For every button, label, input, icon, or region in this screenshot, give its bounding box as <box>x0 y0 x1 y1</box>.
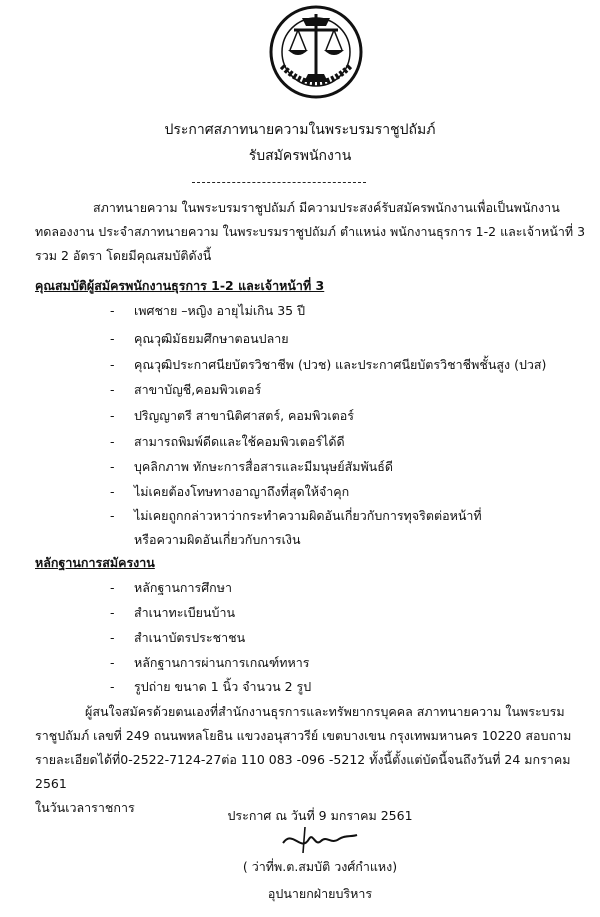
title-divider <box>192 182 366 183</box>
list-item-text: ไม่เคยถูกกล่าวหาว่ากระทำความผิดอันเกี่ยวกับการทุจริตต่อหน้าที่ <box>134 508 482 523</box>
list-item-text: เพศชาย –หญิง อายุไม่เกิน 35 ปี <box>134 303 306 318</box>
list-item-text: รูปถ่าย ขนาด 1 นิ้ว จำนวน 2 รูป <box>134 679 312 694</box>
application-line: ในวันเวลาราชการ <box>35 800 135 815</box>
list-item-text: ปริญญาตรี สาขานิติศาสตร์, คอมพิวเตอร์ <box>134 408 354 423</box>
list-bullet: - <box>110 484 115 499</box>
list-item-text: สาขาบัญชี,คอมพิวเตอร์ <box>134 382 262 397</box>
list-item-text: คุณวุฒิประกาศนียบัตรวิชาชีพ (ปวช) และประกาศนียบัตรวิชาชีพชั้นสูง (ปวส) <box>134 357 547 372</box>
announcement-date: ประกาศ ณ วันที่ 9 มกราคม 2561 <box>227 808 413 823</box>
list-item-text: สำเนาบัตรประชาชน <box>134 630 246 645</box>
list-bullet: - <box>110 303 115 318</box>
application-line: ผู้สนใจสมัครด้วยตนเองที่สำนักงานธุรการและทรัพยากรบุคคล สภาทนายความ ในพระบรม <box>85 704 565 719</box>
intro-line: รวม 2 อัตรา โดยมีคุณสมบัติดังนี้ <box>35 248 212 263</box>
list-bullet: - <box>110 655 115 670</box>
list-bullet: - <box>110 605 115 620</box>
list-item-text: หลักฐานการศึกษา <box>134 580 232 595</box>
list-item-text: ไม่เคยต้องโทษทางอาญาถึงที่สุดให้จำคุก <box>134 484 350 499</box>
signatory-name: ( ว่าที่พ.ต.สมบัติ วงศ์กำแหง) <box>242 859 398 874</box>
list-bullet: - <box>110 331 115 346</box>
list-bullet: - <box>110 508 115 523</box>
list-item-text: คุณวุฒิมัธยมศึกษาตอนปลาย <box>134 331 289 346</box>
list-bullet: - <box>110 382 115 397</box>
page-title: ประกาศสภาทนายความในพระบรมราชูปถัมภ์ <box>164 122 436 138</box>
list-item-text: บุคลิกภาพ ทักษะการสื่อสารและมีมนุษย์สัมพันธ์ดี <box>134 459 393 474</box>
qualifications-heading: คุณสมบัติผู้สมัครพนักงานธุรการ 1-2 และเจ้าหน้าที่ 3 <box>35 278 325 293</box>
list-bullet: - <box>110 357 115 372</box>
intro-line: ทดลองงาน ประจำสภาทนายความ ในพระบรมราชูปถัมภ์ ตำแหน่ง พนักงานธุรการ 1-2 และเจ้าหน้าที่ 3 <box>35 224 586 239</box>
list-bullet: - <box>110 434 115 449</box>
list-item-text: หลักฐานการผ่านการเกณฑ์ทหาร <box>134 655 310 670</box>
documents-heading: หลักฐานการสมัครงาน <box>35 555 155 570</box>
list-bullet: - <box>110 630 115 645</box>
list-bullet: - <box>110 679 115 694</box>
handwritten-signature <box>279 823 359 857</box>
intro-line: สภาทนายความ ในพระบรมราชูปถัมภ์ มีความประสงค์รับสมัครพนักงานเพื่อเป็นพนักงาน <box>93 200 560 215</box>
signatory-position: อุปนายกฝ่ายบริหาร <box>267 886 373 901</box>
intro-paragraph <box>35 196 587 268</box>
lawyers-council-seal-icon <box>268 4 364 100</box>
list-bullet: - <box>110 580 115 595</box>
list-bullet: - <box>110 408 115 423</box>
list-item-text: สำเนาทะเบียนบ้าน <box>134 605 236 620</box>
list-item-text-continued: หรือความผิดอันเกี่ยวกับการเงิน <box>134 532 301 547</box>
application-line: รายละเอียดได้ที่0-2522-7124-27ต่อ 110 083 -096 -5212 ทั้งนี้ตั้งแต่บัดนี้จนถึงวันที่ 24 มกราคม 2561 <box>35 752 571 791</box>
list-item-text: สามารถพิมพ์ดีดและใช้คอมพิวเตอร์ได้ดี <box>134 434 345 449</box>
list-bullet: - <box>110 459 115 474</box>
application-line: ราชูปถัมภ์ เลขที่ 249 ถนนพหลโยธิน แขวงอนุสาวรีย์ เขตบางเขน กรุงเทพมหานคร 10220 สอบถาม <box>35 728 572 743</box>
application-paragraph <box>35 700 587 820</box>
page-subtitle: รับสมัครพนักงาน <box>248 148 352 164</box>
